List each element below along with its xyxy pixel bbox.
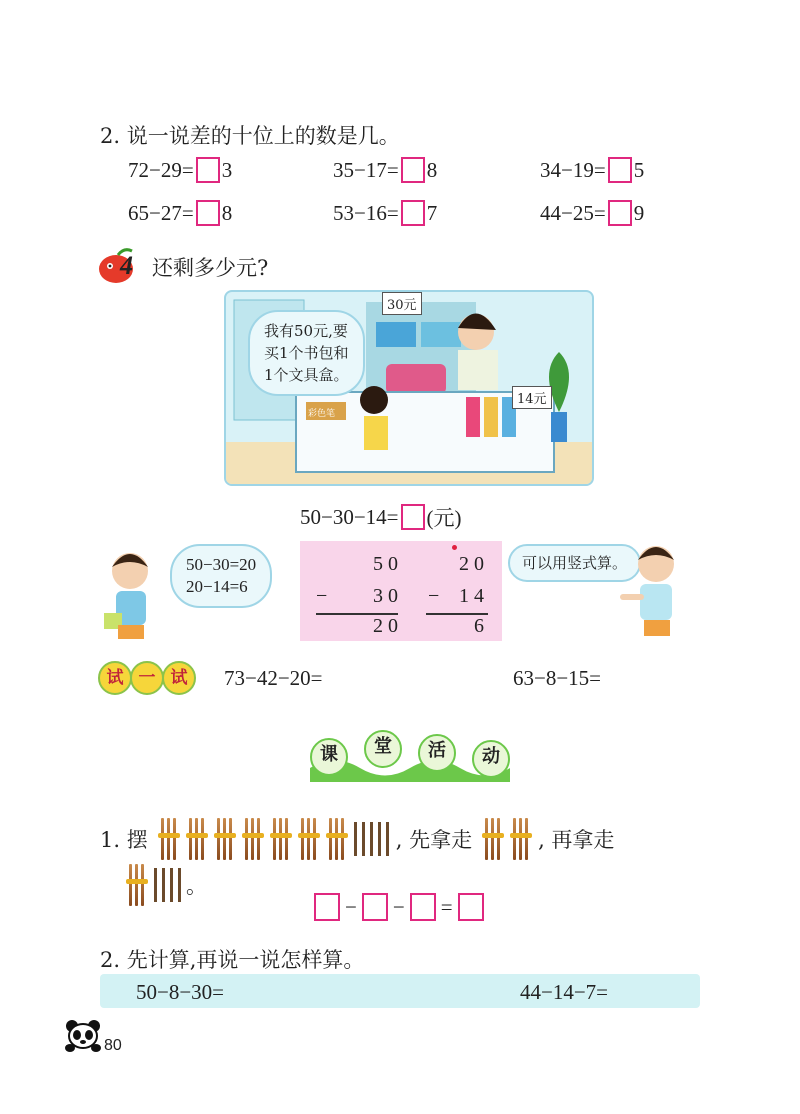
stick-bundle-icon bbox=[326, 818, 348, 860]
boy-left-speech-bubble: 50−30=20 20−14=6 bbox=[170, 544, 272, 608]
q2-item: 53−16= 7 bbox=[333, 200, 438, 225]
activity-1-equation: − − = bbox=[312, 893, 486, 921]
stick-bundle-icon bbox=[242, 818, 264, 860]
q2-item: 72−29= 3 bbox=[128, 157, 233, 182]
boy-right-illustration bbox=[612, 538, 692, 643]
stick-bundle-icon bbox=[298, 818, 320, 860]
activity-1-line-2: 。 bbox=[126, 864, 207, 906]
single-stick-icon bbox=[154, 868, 157, 902]
activity-2-title: 2. 先计算,再说一说怎样算。 bbox=[100, 948, 365, 972]
panda-icon bbox=[64, 1018, 102, 1054]
example-equation: 50−30−14= (元) bbox=[300, 504, 462, 530]
q2-item: 35−17= 8 bbox=[333, 157, 438, 182]
stick-bundle-icon bbox=[510, 818, 532, 860]
activity-banner: 课 堂 活 动 bbox=[300, 728, 520, 788]
price-tag-bag: 30元 bbox=[382, 292, 422, 315]
shop-illustration bbox=[224, 290, 594, 486]
single-stick-icon bbox=[370, 822, 373, 856]
q2-item: 34−19= 5 bbox=[540, 157, 645, 182]
price-tag-box: 14元 bbox=[512, 386, 552, 409]
act2-expr-1: 50−8−30= bbox=[136, 980, 225, 1004]
pencil-label: 彩色笔 bbox=[308, 409, 336, 419]
boy-left-illustration bbox=[98, 545, 168, 640]
borrow-dot bbox=[452, 545, 457, 550]
single-stick-icon bbox=[170, 868, 173, 902]
answer-box[interactable] bbox=[401, 157, 425, 183]
try-expr-1: 73−42−20= bbox=[224, 666, 323, 690]
answer-box[interactable] bbox=[314, 893, 340, 921]
single-stick-icon bbox=[378, 822, 381, 856]
answer-box[interactable] bbox=[196, 157, 220, 183]
act2-expr-2: 44−14−7= bbox=[520, 980, 609, 1004]
stick-bundle-icon bbox=[158, 818, 180, 860]
try-it-badge: 试 一 试 bbox=[98, 661, 196, 695]
stick-bundle-icon bbox=[126, 864, 148, 906]
answer-box[interactable] bbox=[410, 893, 436, 921]
try-expr-2: 63−8−15= bbox=[513, 666, 602, 690]
stick-bundle-icon bbox=[270, 818, 292, 860]
answer-box[interactable] bbox=[608, 200, 632, 226]
q2-title: 2. 说一说差的十位上的数是几。 bbox=[100, 124, 400, 148]
single-stick-icon bbox=[178, 868, 181, 902]
activity-1-line: 1. 摆 , 先拿走 , 再拿走 bbox=[100, 818, 614, 860]
stick-bundle-icon bbox=[482, 818, 504, 860]
vertical-calc-panel: 5 0 − 3 0 2 0 2 0 − 1 4 6 bbox=[300, 541, 502, 641]
single-stick-icon bbox=[162, 868, 165, 902]
single-stick-icon bbox=[354, 822, 357, 856]
q2-item: 44−25= 9 bbox=[540, 200, 645, 225]
answer-box[interactable] bbox=[401, 504, 425, 530]
answer-box[interactable] bbox=[196, 200, 220, 226]
answer-box[interactable] bbox=[401, 200, 425, 226]
stick-bundle-icon bbox=[214, 818, 236, 860]
girl-speech-bubble: 我有50元,要 买1个书包和 1个文具盒。 bbox=[248, 310, 365, 396]
example-title: 还剩多少元? bbox=[152, 256, 269, 280]
example-number-icon: 4 bbox=[96, 245, 146, 287]
answer-box[interactable] bbox=[608, 157, 632, 183]
single-stick-icon bbox=[362, 822, 365, 856]
answer-box[interactable] bbox=[458, 893, 484, 921]
q2-item: 65−27= 8 bbox=[128, 200, 233, 225]
boy-right-speech-bubble: 可以用竖式算。 bbox=[508, 544, 641, 582]
answer-box[interactable] bbox=[362, 893, 388, 921]
single-stick-icon bbox=[386, 822, 389, 856]
page-number: 80 bbox=[104, 1037, 122, 1054]
stick-bundle-icon bbox=[186, 818, 208, 860]
